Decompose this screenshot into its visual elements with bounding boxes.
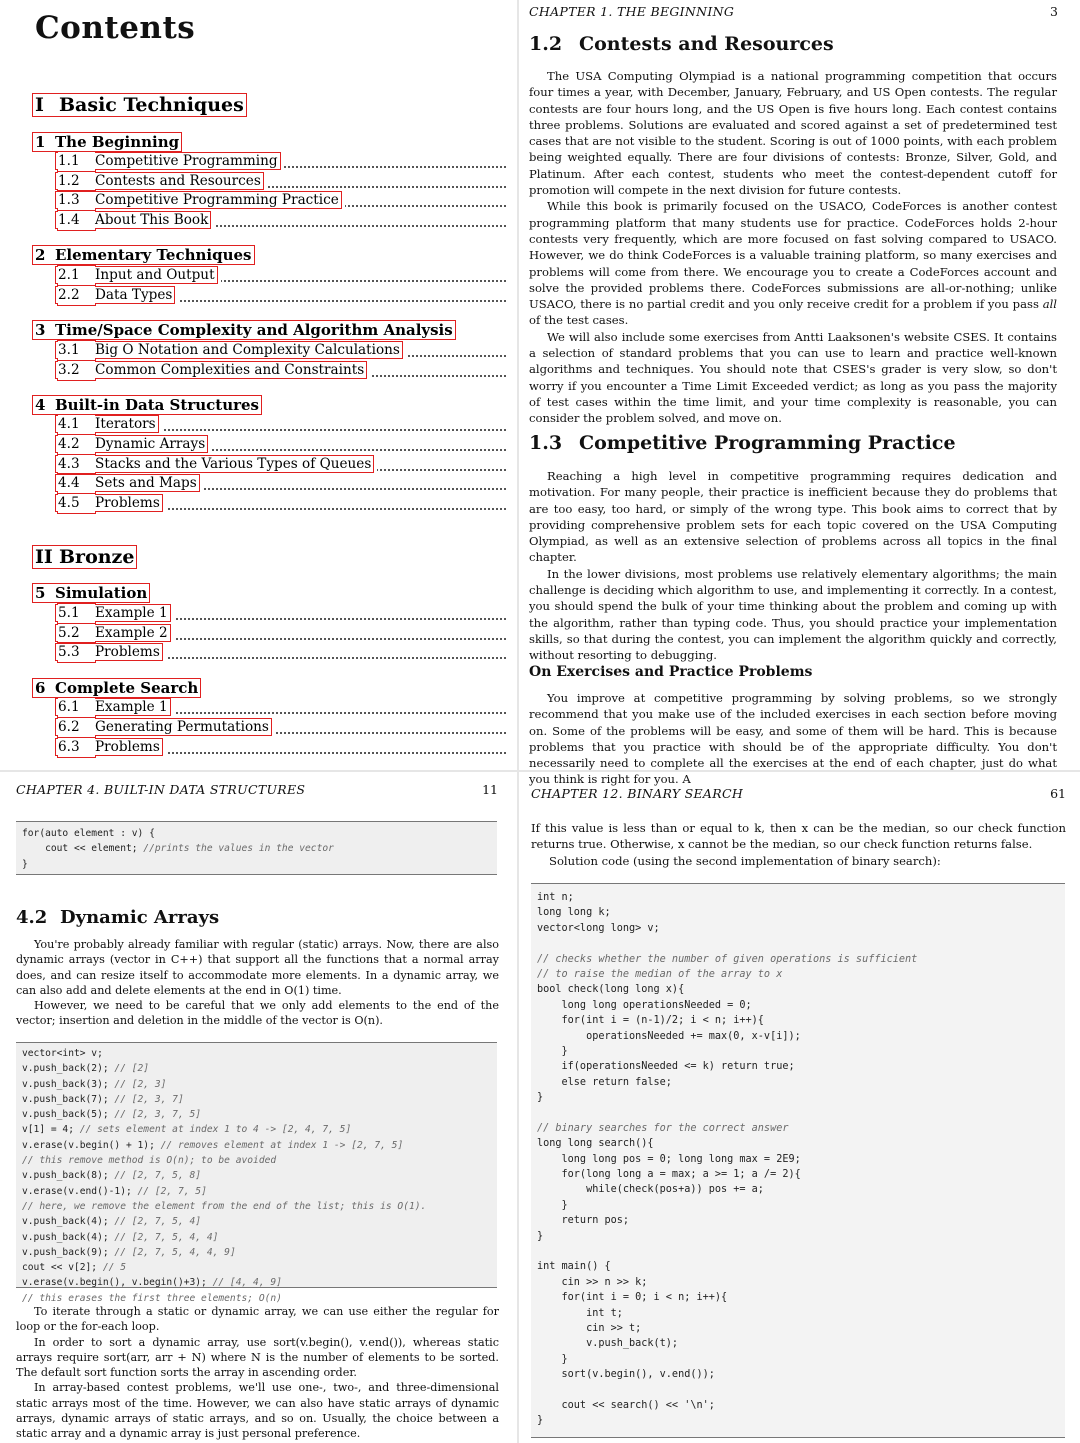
code-line: vector<long long> v; [537,922,660,934]
page-61 [520,770,1080,1443]
code-line: v.erase(v.begin(), v.begin()+3); // [4, 4, 9] [22,1277,282,1289]
code-line: cout << v[2]; // 5 [22,1262,126,1274]
toc-section[interactable]: 4.2 Dynamic Arrays [56,435,506,454]
toc-section[interactable]: 5.3 Problems [56,643,506,662]
code-line: // binary searches for the correct answer [537,1122,789,1134]
contents-page [0,0,518,770]
toc-section[interactable]: 6.3 Problems [56,738,506,757]
toc-section[interactable]: 1.2 Contests and Resources [56,172,506,191]
code-line: long long pos = 0; long long max = 2E9; [537,1153,801,1165]
code-line: } [537,1045,568,1057]
toc-section[interactable]: 5.1 Example 1 [56,604,506,623]
section-4-2-body-cont: To iterate through a static or dynamic array, we can use either the regular for loop or the for-each loop. In order to sort a dynamic array, use sort(v.begin(), v.end()), whereas static arrays require sort(arr, arr + N) where N is the number of elements to be sorted. The default sort function sorts the array in ascending order. In array-based contest problems, we'll use one-, two-, and three-dimensional static arrays most of the time. However, we can also have static arrays of dynamic arrays, dynamic arrays of static arrays, and so on. Usually, the choice between a static array and a dynamic array is just personal preference. [16,1305,499,1441]
code-line: for(auto element : v) { [22,828,155,839]
page-number: 3 [1050,4,1058,19]
code-line: long long search(){ [537,1138,654,1150]
code-line [537,1105,1059,1120]
code-line: } [22,858,28,870]
code-line: int main() { [537,1261,611,1273]
code-line: sort(v.begin(), v.end()); [537,1369,715,1381]
code-line: long long operationsNeeded = 0; [537,999,752,1011]
section-heading-1-2: 1.2 Contests and Resources [529,33,834,55]
code-line: int t; [537,1307,623,1319]
subsection-heading: On Exercises and Practice Problems [529,664,813,680]
running-header: CHAPTER 4. BUILT-IN DATA STRUCTURES [16,782,306,797]
code-line: v.erase(v.end()-1); // [2, 7, 5] [22,1185,207,1197]
code-line: if(operationsNeeded <= k) return true; [537,1061,795,1073]
code-line: v.push_back(9); // [2, 7, 5, 4, 4, 9] [22,1246,236,1258]
code-line: v.push_back(5); // [2, 3, 7, 5] [22,1109,202,1121]
toc-chapter-1[interactable]: 1 The Beginning [35,133,180,151]
page-number: 61 [1050,786,1066,801]
code-line: long long k; [537,907,611,919]
toc-part-2[interactable]: II Bronze [35,546,135,568]
toc-chapter-3[interactable]: 3 Time/Space Complexity and Algorithm Analysis [35,321,453,339]
toc-chapter-5[interactable]: 5 Simulation [35,584,148,602]
page-3 [520,0,1080,787]
code-line: v.push_back(3); // [2, 3] [22,1078,167,1090]
code-line: while(check(pos+a)) pos += a; [537,1184,764,1196]
code-line: return pos; [537,1215,630,1227]
toc-title: Contents [35,10,196,46]
toc-section[interactable]: 4.1 Iterators [56,415,506,434]
section-heading-1-3: 1.3 Competitive Programming Practice [529,432,956,454]
toc-section[interactable]: 1.3 Competitive Programming Practice [56,191,506,210]
code-line: } [537,1230,544,1242]
code-line: } [537,1092,544,1104]
code-line: // this remove method is O(n); to be avoided [22,1155,277,1167]
running-header: CHAPTER 12. BINARY SEARCH [531,786,744,801]
code-line: cin >> n >> k; [537,1276,648,1288]
running-header: CHAPTER 1. THE BEGINNING [529,4,735,19]
code-line: else return false; [537,1076,672,1088]
code-line: // here, we remove the element from the end of the list; this is O(1). [22,1200,427,1212]
code-line: operationsNeeded += max(0, x-v[i]); [537,1030,801,1042]
code-line: } [537,1415,544,1427]
code-line: v.push_back(2); // [2] [22,1063,150,1075]
code-line: // to raise the median of the array to x [537,968,783,980]
toc-section[interactable]: 1.4 About This Book [56,211,506,230]
toc-section[interactable]: 4.3 Stacks and the Various Types of Queues [56,455,506,474]
toc-section[interactable]: 2.2 Data Types [56,286,506,305]
code-line [537,1244,1059,1259]
code-block-foreach [16,821,497,875]
code-line: for(int i = 0; i < n; i++){ [537,1292,728,1304]
code-line: cout << element; //prints the values in the vector [22,843,334,855]
toc-section[interactable]: 3.2 Common Complexities and Constraints [56,361,506,380]
code-line: // checks whether the number of given operations is sufficient [537,953,918,965]
code-line: v.erase(v.begin() + 1); // removes element at index 1 -> [2, 7, 5] [22,1139,404,1151]
section-1-3-body: Reaching a high level in competitive programming requires dedication and motivation. For many people, their practice is inefficient because they do problems that are too easy, too hard, or simply of the wrong type. This book aims to correct that by providing comprehensive problem sets for each topic covered on the USA Computing Olympiad, as well as an extensive selection of problems across all topics in the final chapter. In the lower divisions, most problems use relatively elementary algorithms; the main challenge is deciding which algorithm to use, and implementing it correctly. In a contest, you should spend the bulk of your time thinking about the problem and coming up with the algorithm, rather than typing code. Thus, you should practice your implementation skills, so that during the contest, you can implement the algorithm quickly and correctly, without resorting to debugging. [529,469,1057,663]
section-1-2-body: The USA Computing Olympiad is a national programming competition that occurs four times a year, with December, January, February, and US Open contests. The regular contests are four hours long, and the US Open is five hours long. Each contest contains three problems. Solutions are evaluated and scored against a set of predetermined test cases that are not visible to the student. Scoring is out of 1000 points, with each problem being weighted equally. There are four divisions of contests: Bronze, Silver, Gold, and Platinum. After each contest, students who meet the contest-dependent cutoff for promotion will compete in the next division for future contests. While this book is primarily focused on the USACO, CodeForces is another contest programming platform that many students use for practice. CodeForces holds 2-hour contests very frequently, which are more focused on fast solving compared to USACO. However, we do think CodeForces is a valuable training platform, so many exercises and problems will come from there. We encourage you to create a CodeForces account and solve the provided problems there. CodeForces submissions are all-or-nothing; unlike USACO, there is no partial credit and you only receive credit for a problem if you pass all of the test cases. We will also include some exercises from Antti Laaksonen's website CSES. It contains a selection of standard problems that you can use to learn and practice well-known algorithms and techniques. You should note that CSES's grader is very slow, so don't worry if you encounter a Time Limit Exceeded verdict; as long as you pass the majority of test cases within the time limit, and your time complexity is reasonable, you can consider the problem solved, and move on. [529,69,1058,426]
toc-section[interactable]: 3.1 Big O Notation and Complexity Calculations [56,341,506,360]
code-line: v.push_back(4); // [2, 7, 5, 4, 4] [22,1231,219,1243]
code-line: cin >> t; [537,1322,642,1334]
toc-section[interactable]: 6.2 Generating Permutations [56,718,506,737]
section-4-2-body: You're probably already familiar with regular (static) arrays. Now, there are also dynamic arrays (vector in C++) that support all the functions that a normal array does, and can resize itself to accommodate more elements. In a dynamic array, we can also add and delete elements at the end in O(1) time. However, we need to be careful that we only add elements to the end of the vector; insertion and deletion in the middle of the vector is O(n). [16,938,499,1028]
code-line: v[1] = 4; // sets element at index 1 to 4 -> [2, 4, 7, 5] [22,1124,352,1136]
code-line: v.push_back(8); // [2, 7, 5, 8] [22,1170,202,1182]
code-line [537,1383,1059,1398]
code-line: v.push_back(t); [537,1338,679,1350]
code-block-binary-search [531,883,1065,1438]
code-line: for(int i = (n-1)/2; i < n; i++){ [537,1015,764,1027]
section-heading-4-2: 4.2 Dynamic Arrays [16,907,220,928]
code-line: int n; [537,892,574,903]
toc-section[interactable]: 1.1 Competitive Programming [56,152,506,171]
code-line: } [537,1353,568,1365]
subsection-body: You improve at competitive programming by solving problems, so we strongly recommend that you make use of the included exercises in each section before moving on. Some of the problems will be easy, and some of them will be hard. This is because problems that you practice with should be of the appropriate difficulty. You don't necessarily need to complete all the exercises at the end of each chapter, just do what you think is right for you. A [529,691,1057,787]
code-line: vector<int> v; [22,1048,103,1059]
toc-section[interactable]: 6.1 Example 1 [56,698,506,717]
code-line: v.push_back(4); // [2, 7, 5, 4] [22,1216,202,1228]
toc-section[interactable]: 5.2 Example 2 [56,624,506,643]
page-number: 11 [482,782,498,797]
toc-chapter-4[interactable]: 4 Built-in Data Structures [35,396,259,414]
toc-chapter-6[interactable]: 6 Complete Search [35,679,199,697]
binary-search-intro: If this value is less than or equal to k, then x can be the median, so our check function returns true. Otherwise, x cannot be the median, so our check function returns false. Solution code (using the second implementation of binary search): [531,821,1066,868]
code-line: // this erases the first three elements; O(n) [22,1292,282,1304]
code-block-vector [16,1042,497,1304]
code-line: bool check(long long x){ [537,984,685,996]
code-line [537,936,1059,951]
toc-part-1[interactable]: I Basic Techniques [35,94,244,116]
code-line: } [537,1199,568,1211]
page-11 [0,770,512,1443]
code-line: for(long long a = max; a >= 1; a /= 2){ [537,1169,801,1181]
toc-chapter-2[interactable]: 2 Elementary Techniques [35,246,252,264]
code-line: v.push_back(7); // [2, 3, 7] [22,1093,184,1105]
toc-section[interactable]: 2.1 Input and Output [56,266,506,285]
toc-section[interactable]: 4.4 Sets and Maps [56,474,506,493]
code-line: cout << search() << '\n'; [537,1399,715,1411]
toc-section[interactable]: 4.5 Problems [56,494,506,513]
